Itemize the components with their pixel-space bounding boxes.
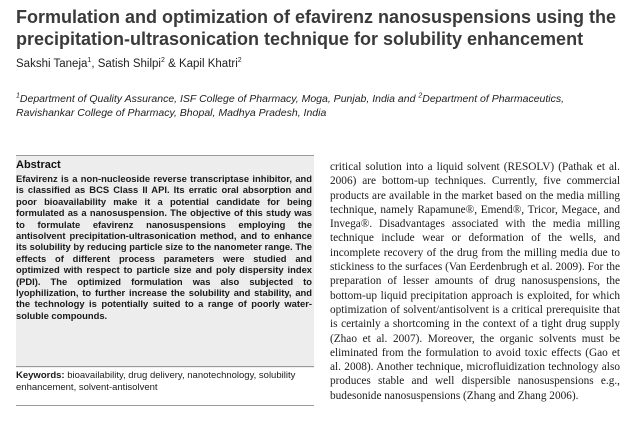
paper-title: Formulation and optimization of efavirenz nanosuspensions using the precipitation-ultrasonication technique for solubility enhancement <box>16 7 617 49</box>
affiliation-mark: 1 <box>16 92 20 100</box>
keywords-text: bioavailability, drug delivery, nanotechnology, solubility enhancement, solvent-antisolvent <box>16 370 296 393</box>
affiliation-text: Department of Pharmaceutics, Ravishankar College of Pharmacy, Bhopal, Madhya Pradesh, India <box>16 93 565 119</box>
abstract-body: Efavirenz is a non-nucleoside reverse transcriptase inhibitor, and is classified as BCS Class II API. Its erratic oral absorption and poor bioavailability make it a potential candidate for being formulated as a nanosuspension. The objective of this study was to formulate efavirenz nanosuspensions employing the antisolvent precipitation-ultrasonication method, and to enhance its solubility by reducing particle size to the nanometer range. The effects of different process parameters were studied and optimized with respect to particle size and poly dispersity index (PDI). The optimized formulation was also subjected to lyophilization, to further increase the solubility and stability, and the technology is potentially suited to a range of poorly water-soluble compounds. <box>16 173 312 321</box>
abstract-box <box>16 155 314 368</box>
body-text-column: critical solution into a liquid solvent (RESOLV) (Pathak et al. 2006) are bottom-up techniques. Currently, five commercial products are available in the market based on the media milling technique, namely Rapamune®, Emend®, Tricor, Megace, and Invega®. Disadvantages associated with the media milling technique include wear or deformation of the wells, and incomplete recovery of the drug from the milling media due to stickiness to the surfaces (Van Eerdenbrugh et al. 2009). For the preparation of lesser amounts of drug nanosuspensions, the bottom-up liquid precipitation approach is exploited, for which optimization of solvent/antisolvent is a critical prerequisite that is certainly a shortcoming in the context of a tight drug supply (Zhao et al. 2007). Moreover, the organic solvents must be eliminated from the formulation to avoid toxic effects (Gao et al. 2008). Another technique, microfluidization technology also produces stable and well dispersible nanosuspensions e.g., budesonide nanosuspensions (Zhang and Zhang 2006). <box>330 161 620 402</box>
author-separator: , <box>91 58 98 70</box>
abstract-heading: Abstract <box>16 159 61 171</box>
author-affiliation-mark: 2 <box>161 57 165 65</box>
author-name: Kapil Khatri <box>178 58 238 70</box>
author-separator: & <box>164 58 179 70</box>
author-affiliation-mark: 2 <box>237 57 242 65</box>
author-name: Sakshi Taneja <box>16 58 88 70</box>
keywords-divider <box>16 405 314 406</box>
keywords-label: Keywords: <box>16 370 65 381</box>
affiliation-mark: 2 <box>418 92 423 100</box>
affiliations <box>16 92 616 120</box>
keywords <box>16 366 314 394</box>
author-affiliation-mark: 1 <box>87 57 92 65</box>
affiliation-text: Department of Quality Assurance, ISF College of Pharmacy, Moga, Punjab, India and <box>19 93 419 105</box>
author-name: Satish Shilpi <box>97 58 161 70</box>
author-list <box>16 58 616 70</box>
